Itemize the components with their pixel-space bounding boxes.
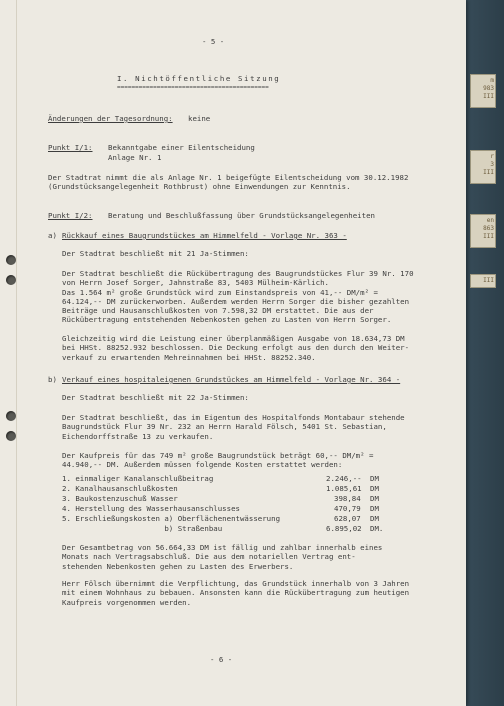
punch-hole <box>6 255 16 265</box>
punkt1-title-line: Anlage Nr. 1 <box>108 153 162 162</box>
index-tab: m 983 III <box>470 74 496 108</box>
cost-unit: DM <box>370 494 379 503</box>
changes-value: keine <box>188 114 211 123</box>
punkt1-label: Punkt I/1: <box>48 143 93 152</box>
cost-unit: DM <box>370 474 379 483</box>
page-number-top: - 5 - <box>202 37 225 46</box>
cost-amount: 628,07 <box>334 514 361 523</box>
session-title: I. Nichtöffentliche Sitzung <box>117 74 281 83</box>
section-a-vote: Der Stadtrat beschließt mit 21 Ja-Stimmen: <box>62 249 249 258</box>
cost-unit: DM <box>370 484 379 493</box>
cost-label: b) Straßenbau <box>62 524 223 533</box>
section-a-paragraph: Gleichzeitig wird die Leistung einer überplanmäßigen Ausgabe von 18.634,73 DM bei HHSt. 88252.932 beschlossen. Die Deckung erfolgt aus den durch den Weiter- verkauf zu erwartenden Mehreinnahmen bei HHSt. 88252.340. <box>62 334 410 362</box>
section-a-paragraph: Der Stadtrat beschließt die Rückübertragung des Baugrundstückes Flur 39 Nr. 170 von Herrn Josef Sorger, Jahnstraße 83, 5403 Mülheim-Kärlich. Das 1.564 m² große Grundstück wird zum Einstandspreis von 41,-- DM/m² = 64.124,-- DM zurückerworben. Außerdem werden Herrn Sorger die bisher gezahlten Beiträge und Hausanschlußkosten von 7.598,32 DM erstattet. Die aus der Rückübertragung entstehenden Nebenkosten gehen zu Lasten von Herrn Sorger. <box>62 269 414 325</box>
section-b-heading: Verkauf eines hospitaleigenen Grundstückes am Himmelfeld - Vorlage Nr. 364 - <box>62 375 401 384</box>
cost-label: 4. Herstellung des Wasserhausanschlusses <box>62 504 240 513</box>
punkt1-text: Der Stadtrat nimmt die als Anlage Nr. 1 beigefügte Eilentscheidung vom 30.12.1982 (Grundstücksangelegenheit Rothbrust) ohne Einwendungen zur Kenntnis. <box>48 173 409 192</box>
section-a-marker: a) <box>48 231 57 240</box>
index-tab: III <box>470 274 496 288</box>
cost-amount: 470,79 <box>334 504 361 513</box>
page-number-bottom: - 6 - <box>210 655 233 664</box>
index-tab: r 3 III <box>470 150 496 184</box>
cost-amount: 6.895,02 <box>326 524 362 533</box>
cost-amount: 1.085,61 <box>326 484 362 493</box>
cost-label: 1. einmaliger Kanalanschlußbeitrag <box>62 474 214 483</box>
section-a-heading: Rückkauf eines Baugrundstückes am Himmelfeld - Vorlage Nr. 363 - <box>62 231 347 240</box>
punkt2-title: Beratung und Beschlußfassung über Grundstücksangelegenheiten <box>108 211 375 220</box>
section-b-paragraph: Der Kaufpreis für das 749 m² große Baugrundstück beträgt 60,-- DM/m² = 44.940,-- DM. Außerdem müssen folgende Kosten erstattet werden: <box>62 451 374 470</box>
punch-hole <box>6 275 16 285</box>
section-b-paragraph: Der Stadtrat beschließt, das im Eigentum des Hospitalfonds Montabaur stehende Baugrundstück Flur 39 Nr. 232 an Herrn Harald Fölsch, 5401 St. Sebastian, Eichendorffstraße 13 zu verkaufen. <box>62 413 405 441</box>
changes-label: Änderungen der Tagesordnung: <box>48 114 173 123</box>
punkt1-title-line: Bekanntgabe einer Eilentscheidung <box>108 143 255 152</box>
section-b-paragraph: Der Gesamtbetrag von 56.664,33 DM ist fällig und zahlbar innerhalb eines Monats nach Vertragsabschluß. Die aus dem notariellen Vertrag ent- stehenden Nebenkosten gehen zu Lasten des Erwerbers. <box>62 543 383 571</box>
cost-unit: DM. <box>370 524 384 533</box>
cost-label: 2. Kanalhausanschlußkosten <box>62 484 178 493</box>
cost-unit: DM <box>370 514 379 523</box>
section-b-paragraph: Herr Fölsch übernimmt die Verpflichtung, das Grundstück innerhalb von 3 Jahren mit einem Wohnhaus zu bebauen. Ansonsten kann die Rückübertragung zum heutigen Kaufpreis vorgenommen werden. <box>62 579 410 607</box>
cost-label: 5. Erschließungskosten a) Oberflächenentwässerung <box>62 514 281 523</box>
title-rule: ========================================== <box>117 84 269 91</box>
cost-amount: 398,84 <box>334 494 361 503</box>
index-tab: en 863 III <box>470 214 496 248</box>
section-b-vote: Der Stadtrat beschließt mit 22 Ja-Stimmen: <box>62 393 249 402</box>
cost-label: 3. Baukostenzuschuß Wasser <box>62 494 178 503</box>
cost-amount: 2.246,-- <box>326 474 362 483</box>
page-fold-line <box>16 0 17 706</box>
punch-hole <box>6 411 16 421</box>
punch-hole <box>6 431 16 441</box>
cost-unit: DM <box>370 504 379 513</box>
punkt2-label: Punkt I/2: <box>48 211 93 220</box>
section-b-marker: b) <box>48 375 57 384</box>
